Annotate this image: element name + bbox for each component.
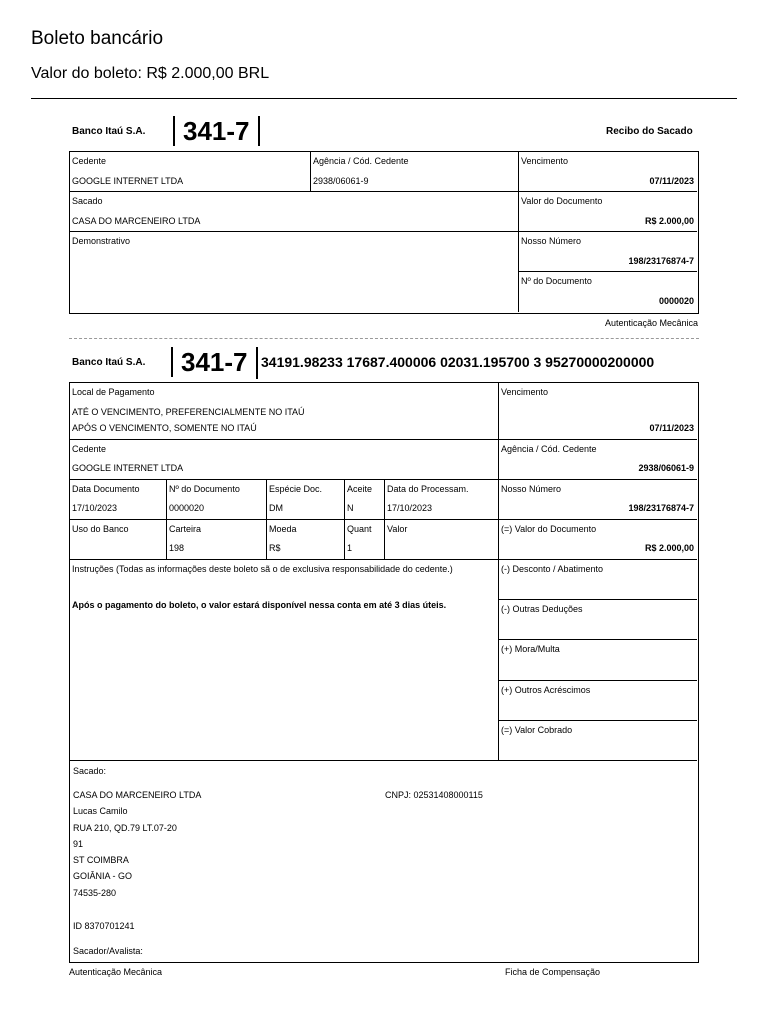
slip-bank-name: Banco Itaú S.A. [72,357,146,368]
slip-sacado-name: CASA DO MARCENEIRO LTDA [73,790,202,800]
slip-vencimento-label: Vencimento [501,387,549,397]
slip-mora-cell [499,640,697,681]
slip-instrucoes-cell [70,560,499,761]
slip-especie-cell [267,480,345,520]
slip-carteira-label: Carteira [169,524,202,534]
slip-sacado-number: 91 [73,839,84,849]
slip-moeda-label: Moeda [269,524,297,534]
slip-vencimento-cell [499,383,697,440]
slip-deducoes-label: (-) Outras Deduções [501,604,583,614]
slip-valor-doc-value: R$ 2.000,00 [644,543,694,553]
slip-uso-label: Uso do Banco [72,524,129,534]
header-divider [31,98,737,99]
slip-desconto-label: (-) Desconto / Abatimento [501,564,604,574]
slip-sacado-label: Sacado: [73,766,107,776]
receipt-vencimento-cell [519,152,697,192]
slip-moeda-value: R$ [269,543,281,553]
slip-instrucoes-label: Instruções (Todas as informações deste boleto sã o de exclusiva responsabilidade do cedente.) [72,564,453,574]
slip-nosso-value: 198/23176874-7 [628,503,694,513]
slip-avalista-label: Sacador/Avalista: [73,946,143,956]
slip-cedente-value: GOOGLE INTERNET LTDA [72,463,184,473]
receipt-bank-code: 341-7 [173,116,260,146]
receipt-agencia-value: 2938/06061-9 [313,176,369,186]
slip-processam-value: 17/10/2023 [387,503,433,513]
slip-quant-label: Quant [347,524,372,534]
slip-desconto-cell [499,560,697,600]
page-title: Boleto bancário [31,28,164,49]
slip-data-doc-value: 17/10/2023 [72,503,118,513]
slip-nosso-label: Nosso Número [501,484,562,494]
receipt-autenticacao: Autenticação Mecânica [605,318,699,328]
slip-local-cell [70,383,499,440]
slip-valor-cell [385,520,499,560]
slip-table [69,382,699,963]
slip-carteira-value: 198 [169,543,185,553]
slip-carteira-cell [167,520,267,560]
receipt-ndoc-value: 0000020 [658,296,694,306]
slip-sacado-city: GOIÂNIA - GO [73,871,133,881]
receipt-sacado-value: CASA DO MARCENEIRO LTDA [72,216,201,226]
slip-valor-doc-cell [499,520,697,560]
slip-especie-label: Espécie Doc. [269,484,323,494]
slip-cedente-cell [70,440,499,480]
slip-mora-label: (+) Mora/Multa [501,644,560,654]
receipt-cedente-value: GOOGLE INTERNET LTDA [72,176,184,186]
slip-quant-value: 1 [347,543,353,553]
receipt-vencimento-label: Vencimento [521,156,569,166]
receipt-nosso-cell [519,232,697,272]
receipt-ndoc-label: Nº do Documento [521,276,592,286]
slip-ndoc-value: 0000020 [169,503,205,513]
slip-nosso-cell [499,480,697,520]
receipt-ndoc-cell [519,272,697,312]
slip-quant-cell [345,520,385,560]
receipt-vencimento-value: 07/11/2023 [649,176,694,186]
slip-sacado-cell [70,761,697,961]
receipt-cedente-cell [70,152,311,192]
slip-processam-label: Data do Processam. [387,484,469,494]
receipt-label: Recibo do Sacado [606,126,693,137]
slip-cobrado-cell [499,721,697,761]
slip-sacado-cnpj: CNPJ: 02531408000115 [385,790,483,800]
slip-sacado-district: ST COIMBRA [73,855,129,865]
slip-especie-value: DM [269,503,283,513]
slip-autenticacao: Autenticação Mecânica [69,967,163,977]
slip-sacado-contact: Lucas Camilo [73,806,128,816]
slip-valor-label: Valor [387,524,408,534]
receipt-valor-value: R$ 2.000,00 [644,216,694,226]
receipt-demonstrativo-label: Demonstrativo [72,236,131,246]
receipt-cedente-label: Cedente [72,156,107,166]
slip-agencia-cell [499,440,697,480]
receipt-valor-label: Valor do Documento [521,196,603,206]
slip-acrescimos-cell [499,681,697,721]
cut-line [69,338,699,339]
slip-sacado-cep: 74535-280 [73,888,117,898]
receipt-sacado-cell [70,192,519,232]
slip-sacado-address: RUA 210, QD.79 LT.07-20 [73,823,177,833]
slip-acrescimos-label: (+) Outros Acréscimos [501,685,591,695]
slip-vencimento-value: 07/11/2023 [649,423,694,433]
slip-agencia-label: Agência / Cód. Cedente [501,444,597,454]
slip-aceite-value: N [347,503,354,513]
slip-deducoes-cell [499,600,697,640]
slip-data-doc-cell [70,480,167,520]
slip-ndoc-cell [167,480,267,520]
slip-uso-cell [70,520,167,560]
slip-code-divider [256,347,258,379]
receipt-valor-cell [519,192,697,232]
slip-aceite-label: Aceite [347,484,373,494]
slip-digitable-line: 34191.98233 17687.400006 02031.195700 3 95270000200000 [261,354,655,370]
slip-aceite-cell [345,480,385,520]
slip-valor-doc-label: (=) Valor do Documento [501,524,597,534]
slip-processam-cell [385,480,499,520]
slip-cedente-label: Cedente [72,444,107,454]
slip-instrucoes-text: Após o pagamento do boleto, o valor estará disponível nessa conta em até 3 dias úteis. [72,600,447,610]
slip-cobrado-label: (=) Valor Cobrado [501,725,573,735]
slip-agencia-value: 2938/06061-9 [638,463,694,473]
boleto-amount-subtitle: Valor do boleto: R$ 2.000,00 BRL [31,65,270,82]
receipt-demonstrativo-cell [70,232,519,312]
slip-local-label: Local de Pagamento [72,387,155,397]
slip-local-line2: APÓS O VENCIMENTO, SOMENTE NO ITAÚ [72,423,257,433]
slip-moeda-cell [267,520,345,560]
slip-data-doc-label: Data Documento [72,484,140,494]
receipt-table [69,151,699,314]
receipt-bank-name: Banco Itaú S.A. [72,126,146,137]
slip-bank-code: 341-7 [171,347,256,377]
slip-ndoc-label: Nº do Documento [169,484,240,494]
slip-ficha-label: Ficha de Compensação [505,967,601,977]
slip-sacado-id: ID 8370701241 [73,921,135,931]
receipt-nosso-label: Nosso Número [521,236,582,246]
receipt-agencia-label: Agência / Cód. Cedente [313,156,409,166]
receipt-agencia-cell [311,152,519,192]
slip-local-line1: ATÉ O VENCIMENTO, PREFERENCIALMENTE NO ITAÚ [72,407,305,417]
receipt-sacado-label: Sacado [72,196,103,206]
receipt-nosso-value: 198/23176874-7 [628,256,694,266]
